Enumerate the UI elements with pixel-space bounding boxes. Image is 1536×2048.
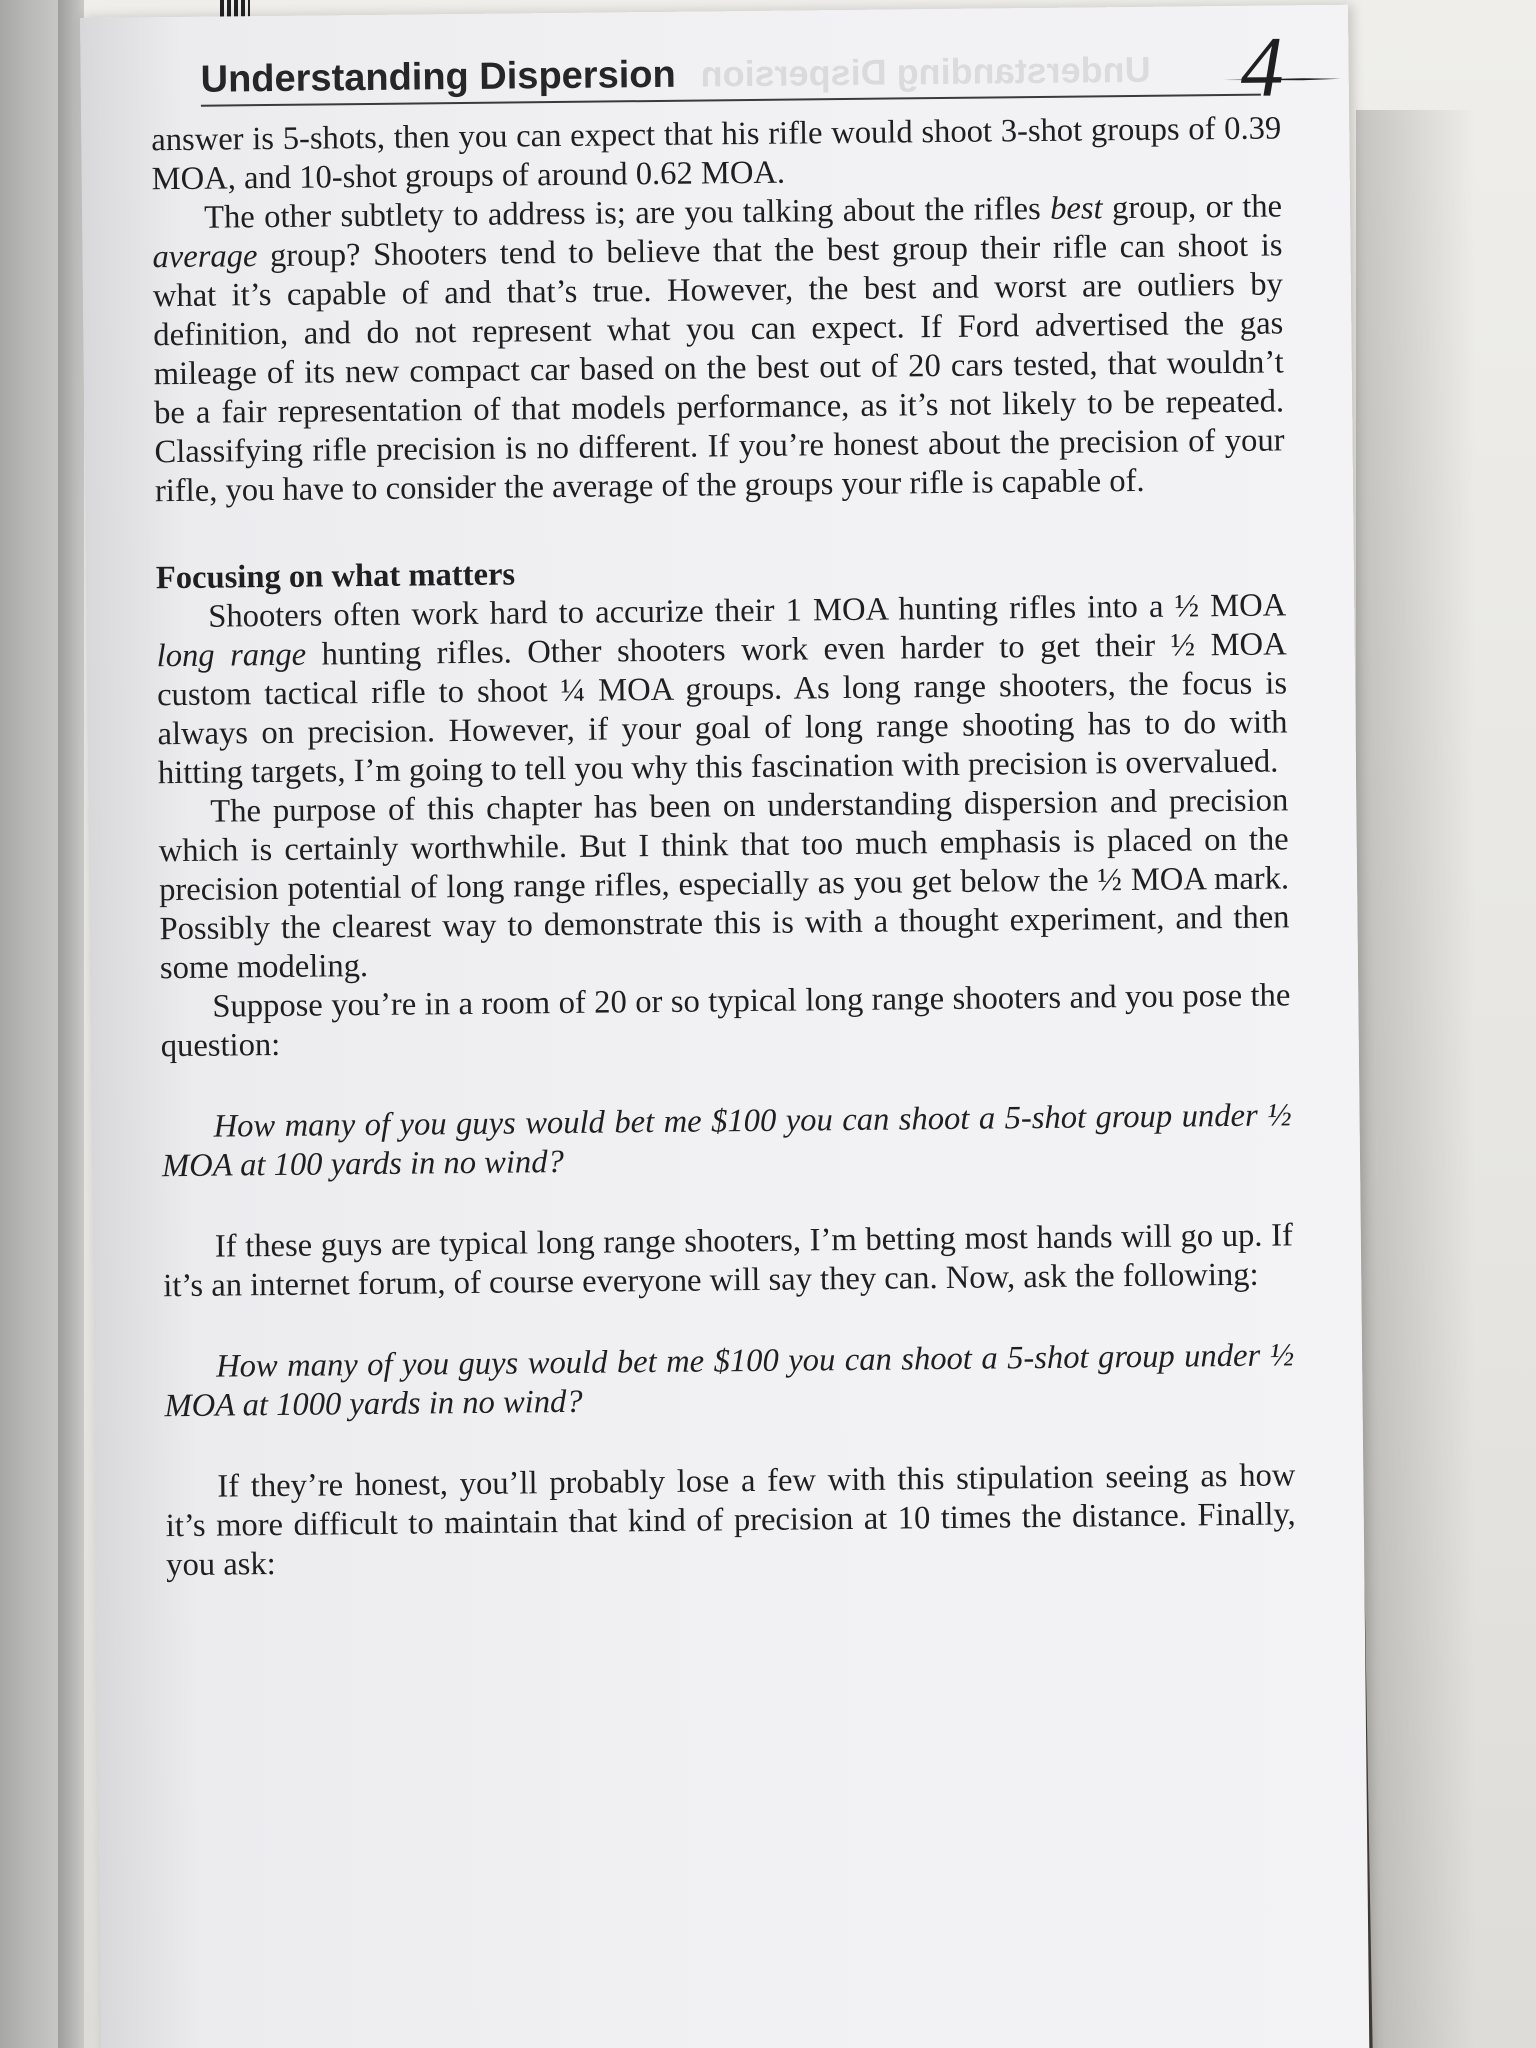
- quote-1: How many of you guys would bet me $100 you can shoot a 5-shot group under ½ MOA at 100 yards in no wind?: [161, 1097, 1292, 1185]
- chapter-number: 4: [1240, 18, 1285, 115]
- left-page-edge: [58, 0, 84, 2048]
- quote-2: How many of you guys would bet me $100 you can shoot a 5-shot group under ½ MOA at 1000 yards in no wind?: [164, 1337, 1295, 1425]
- paragraph-4: The purpose of this chapter has been on understanding dispersion and precision which is certainly worthwhile. But I think that too much emphasis is placed on the precision potential of long range rifles, especially as you get below the ½ MOA mark. Possibly the clearest way to demonstrate this is with a thought experiment, and then some modeling.: [158, 782, 1290, 987]
- body-text: [151, 109, 1296, 1585]
- paragraph-6: If these guys are typical long range shooters, I’m betting most hands will go up. If it’s an internet forum, of course everyone will say they can. Now, ask the following:: [163, 1217, 1294, 1305]
- paragraph-1: answer is 5-shots, then you can expect that his rifle would shoot 3-shot groups of 0.39 MOA, and 10-shot groups of around 0.62 MOA.: [151, 110, 1282, 198]
- page-shadow: [1356, 110, 1536, 2048]
- book-page: [80, 5, 1370, 2048]
- paragraph-7: If they’re honest, you’ll probably lose a few with this stipulation seeing as how it’s more difficult to maintain that kind of precision at 10 times the distance. Finally, you ask:: [165, 1457, 1296, 1584]
- paragraph-3: Shooters often work hard to accurize their 1 MOA hunting rifles into a ½ MOA long range hunting rifles. Other shooters work even harder to get their ½ MOA custom tactical rifle to shoot ¼ MOA groups. As long range shooters, the focus is always on precision. However, if your goal of long range shooting has to do with hitting targets, I’m going to tell you why this fascination with precision is overvalued.: [156, 587, 1288, 792]
- page-header-title: Understanding Dispersion: [200, 53, 676, 101]
- section-heading: Focusing on what matters: [155, 556, 516, 597]
- paragraph-5: Suppose you’re in a room of 20 or so typical long range shooters and you pose the question:: [160, 977, 1291, 1065]
- paragraph-2: The other subtlety to address is; are you talking about the rifles best group, or the average group? Shooters tend to believe that the best group their rifle can shoot is what it’s capable of and that’s true. However, the best and worst are outliers by definition, and do not represent what you can expect. If Ford advertised the gas mileage of its new compact car based on the best out of 20 cars tested, that wouldn’t be a fair representation of that models performance, as it’s not likely to be repeated. Classifying rifle precision is no different. If you’re honest about the precision of your rifle, you have to consider the average of the groups your rifle is capable of.: [152, 188, 1285, 510]
- bleed-through-text: Understanding Dispersion: [700, 48, 1151, 95]
